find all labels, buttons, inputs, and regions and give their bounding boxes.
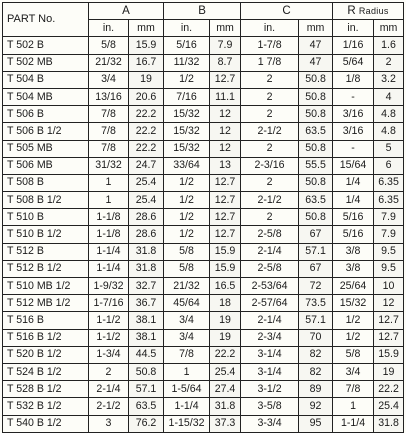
cell-part-number: T 506 MB bbox=[3, 157, 89, 174]
cell-b-mm: 27.4 bbox=[210, 381, 241, 398]
cell-c-in: 3-3/4 bbox=[241, 415, 299, 432]
cell-radius-in: 25/64 bbox=[333, 278, 374, 295]
cell-radius-in: 1/4 bbox=[333, 174, 374, 191]
cell-b-in: 21/32 bbox=[164, 278, 210, 295]
table-row bbox=[3, 346, 404, 363]
cell-c-in: 2 bbox=[241, 106, 299, 123]
cell-a-mm: 22.2 bbox=[129, 140, 164, 157]
cell-b-mm: 12.7 bbox=[210, 71, 241, 88]
cell-radius-mm: 4.8 bbox=[374, 106, 404, 123]
cell-a-mm: 63.5 bbox=[129, 398, 164, 415]
cell-part-number: T 508 B bbox=[3, 174, 89, 191]
cell-b-in: 7/16 bbox=[164, 88, 210, 105]
cell-radius-in: 15/64 bbox=[333, 157, 374, 174]
cell-radius-mm: 19 bbox=[374, 363, 404, 380]
cell-a-in: 5/8 bbox=[89, 37, 129, 54]
cell-b-in: 5/8 bbox=[164, 260, 210, 277]
unit-in-c: in. bbox=[241, 20, 299, 37]
cell-radius-in: - bbox=[333, 140, 374, 157]
cell-c-in: 2 bbox=[241, 88, 299, 105]
cell-a-in: 1-3/4 bbox=[89, 346, 129, 363]
cell-radius-mm: 1.6 bbox=[374, 37, 404, 54]
cell-b-in: 3/4 bbox=[164, 329, 210, 346]
cell-a-in: 1-1/2 bbox=[89, 312, 129, 329]
cell-radius-mm: 9.5 bbox=[374, 243, 404, 260]
cell-a-in: 3 bbox=[89, 415, 129, 432]
cell-c-in: 2 bbox=[241, 174, 299, 191]
cell-a-in: 1-1/4 bbox=[89, 260, 129, 277]
cell-part-number: T 528 B 1/2 bbox=[3, 381, 89, 398]
cell-part-number: T 508 B 1/2 bbox=[3, 192, 89, 209]
cell-a-in: 2-1/4 bbox=[89, 381, 129, 398]
cell-b-in: 1/2 bbox=[164, 71, 210, 88]
cell-part-number: T 504 B bbox=[3, 71, 89, 88]
cell-b-in: 33/64 bbox=[164, 157, 210, 174]
cell-part-number: T 532 B 1/2 bbox=[3, 398, 89, 415]
cell-b-mm: 8.7 bbox=[210, 54, 241, 71]
table-row bbox=[3, 37, 404, 54]
cell-radius-mm: 3.2 bbox=[374, 71, 404, 88]
table-row bbox=[3, 295, 404, 312]
cell-a-mm: 38.1 bbox=[129, 312, 164, 329]
cell-a-mm: 31.8 bbox=[129, 260, 164, 277]
cell-a-mm: 57.1 bbox=[129, 381, 164, 398]
cell-a-in: 13/16 bbox=[89, 88, 129, 105]
cell-c-mm: 82 bbox=[299, 363, 333, 380]
cell-b-mm: 37.3 bbox=[210, 415, 241, 432]
cell-radius-mm: 9.5 bbox=[374, 260, 404, 277]
cell-a-in: 7/8 bbox=[89, 140, 129, 157]
cell-c-in: 3-1/4 bbox=[241, 363, 299, 380]
cell-a-mm: 28.6 bbox=[129, 209, 164, 226]
cell-b-in: 1-5/64 bbox=[164, 381, 210, 398]
table-row bbox=[3, 381, 404, 398]
unit-in-a: in. bbox=[89, 20, 129, 37]
cell-b-in: 1 bbox=[164, 363, 210, 380]
cell-radius-mm: 22.2 bbox=[374, 381, 404, 398]
group-header-b: B bbox=[164, 3, 241, 20]
cell-a-mm: 25.4 bbox=[129, 174, 164, 191]
table-row bbox=[3, 192, 404, 209]
cell-c-in: 2-1/4 bbox=[241, 243, 299, 260]
cell-radius-in: 3/4 bbox=[333, 363, 374, 380]
cell-b-in: 5/8 bbox=[164, 243, 210, 260]
table-row bbox=[3, 243, 404, 260]
unit-mm-radius: mm bbox=[374, 20, 404, 37]
cell-c-mm: 50.8 bbox=[299, 174, 333, 191]
table-row bbox=[3, 71, 404, 88]
unit-in-b: in. bbox=[164, 20, 210, 37]
cell-part-number: T 524 B 1/2 bbox=[3, 363, 89, 380]
cell-c-mm: 47 bbox=[299, 37, 333, 54]
cell-c-mm: 73.5 bbox=[299, 295, 333, 312]
cell-a-in: 1-9/32 bbox=[89, 278, 129, 295]
cell-a-mm: 24.7 bbox=[129, 157, 164, 174]
cell-radius-mm: 25.4 bbox=[374, 398, 404, 415]
cell-radius-in: 5/16 bbox=[333, 226, 374, 243]
cell-radius-in: 1/4 bbox=[333, 192, 374, 209]
cell-radius-in: 7/8 bbox=[333, 381, 374, 398]
cell-a-mm: 20.6 bbox=[129, 88, 164, 105]
cell-a-mm: 76.2 bbox=[129, 415, 164, 432]
cell-a-mm: 28.6 bbox=[129, 226, 164, 243]
cell-a-in: 7/8 bbox=[89, 123, 129, 140]
cell-b-in: 15/32 bbox=[164, 106, 210, 123]
cell-c-in: 2-1/2 bbox=[241, 192, 299, 209]
unit-mm-c: mm bbox=[299, 20, 333, 37]
cell-radius-in: 1/2 bbox=[333, 312, 374, 329]
cell-part-number: T 506 B 1/2 bbox=[3, 123, 89, 140]
cell-b-in: 15/32 bbox=[164, 123, 210, 140]
cell-part-number: T 520 B 1/2 bbox=[3, 346, 89, 363]
cell-b-in: 1-1/4 bbox=[164, 398, 210, 415]
cell-c-in: 3-1/4 bbox=[241, 346, 299, 363]
cell-c-mm: 57.1 bbox=[299, 243, 333, 260]
cell-b-mm: 15.9 bbox=[210, 260, 241, 277]
table-row bbox=[3, 157, 404, 174]
cell-part-number: T 512 MB 1/2 bbox=[3, 295, 89, 312]
cell-radius-mm: 12.7 bbox=[374, 329, 404, 346]
cell-c-in: 3-5/8 bbox=[241, 398, 299, 415]
cell-radius-mm: 31.8 bbox=[374, 415, 404, 432]
cell-b-mm: 12.7 bbox=[210, 174, 241, 191]
unit-mm-b: mm bbox=[210, 20, 241, 37]
cell-radius-in: 5/8 bbox=[333, 346, 374, 363]
cell-c-mm: 82 bbox=[299, 346, 333, 363]
group-header-a: A bbox=[89, 3, 164, 20]
cell-radius-mm: 6 bbox=[374, 157, 404, 174]
table-row bbox=[3, 174, 404, 191]
table-row bbox=[3, 415, 404, 432]
cell-part-number: T 505 MB bbox=[3, 140, 89, 157]
cell-radius-in: 3/8 bbox=[333, 243, 374, 260]
cell-c-mm: 72 bbox=[299, 278, 333, 295]
dimension-table-sheet bbox=[2, 2, 403, 430]
cell-b-in: 1/2 bbox=[164, 174, 210, 191]
cell-c-mm: 50.8 bbox=[299, 88, 333, 105]
table-row bbox=[3, 106, 404, 123]
cell-c-mm: 47 bbox=[299, 54, 333, 71]
cell-radius-mm: 6.35 bbox=[374, 192, 404, 209]
cell-radius-mm: 6.35 bbox=[374, 174, 404, 191]
cell-radius-mm: 7.9 bbox=[374, 209, 404, 226]
cell-c-in: 2 bbox=[241, 140, 299, 157]
cell-radius-mm: 2 bbox=[374, 54, 404, 71]
cell-radius-mm: 12 bbox=[374, 295, 404, 312]
cell-a-mm: 36.7 bbox=[129, 295, 164, 312]
cell-c-in: 2 bbox=[241, 71, 299, 88]
cell-radius-in: 3/16 bbox=[333, 106, 374, 123]
cell-a-in: 1-1/2 bbox=[89, 329, 129, 346]
cell-a-mm: 19 bbox=[129, 71, 164, 88]
cell-b-in: 11/32 bbox=[164, 54, 210, 71]
cell-b-mm: 19 bbox=[210, 329, 241, 346]
cell-c-in: 2-1/2 bbox=[241, 123, 299, 140]
cell-radius-in: 1/16 bbox=[333, 37, 374, 54]
cell-part-number: T 516 B 1/2 bbox=[3, 329, 89, 346]
cell-b-mm: 11.1 bbox=[210, 88, 241, 105]
table-row bbox=[3, 398, 404, 415]
cell-b-mm: 12 bbox=[210, 106, 241, 123]
cell-b-in: 3/4 bbox=[164, 312, 210, 329]
cell-b-in: 15/32 bbox=[164, 140, 210, 157]
cell-part-number: T 502 B bbox=[3, 37, 89, 54]
cell-b-mm: 19 bbox=[210, 312, 241, 329]
cell-a-mm: 25.4 bbox=[129, 192, 164, 209]
cell-radius-in: - bbox=[333, 88, 374, 105]
table-row bbox=[3, 363, 404, 380]
part-number-header: PART No. bbox=[3, 3, 89, 37]
cell-a-mm: 22.2 bbox=[129, 123, 164, 140]
cell-a-in: 1-7/16 bbox=[89, 295, 129, 312]
cell-b-mm: 31.8 bbox=[210, 398, 241, 415]
cell-a-in: 21/32 bbox=[89, 54, 129, 71]
table-row bbox=[3, 278, 404, 295]
cell-radius-in: 3/16 bbox=[333, 123, 374, 140]
group-header-c: C bbox=[241, 3, 333, 20]
cell-a-in: 7/8 bbox=[89, 106, 129, 123]
cell-c-in: 2-57/64 bbox=[241, 295, 299, 312]
cell-part-number: T 504 MB bbox=[3, 88, 89, 105]
cell-c-mm: 50.8 bbox=[299, 140, 333, 157]
cell-b-in: 1/2 bbox=[164, 209, 210, 226]
cell-part-number: T 540 B 1/2 bbox=[3, 415, 89, 432]
cell-a-in: 3/4 bbox=[89, 71, 129, 88]
cell-c-mm: 95 bbox=[299, 415, 333, 432]
cell-b-mm: 15.9 bbox=[210, 243, 241, 260]
table-row bbox=[3, 209, 404, 226]
cell-radius-mm: 10 bbox=[374, 278, 404, 295]
cell-c-in: 2-5/8 bbox=[241, 260, 299, 277]
cell-c-in: 1-7/8 bbox=[241, 37, 299, 54]
cell-part-number: T 512 B bbox=[3, 243, 89, 260]
cell-c-mm: 67 bbox=[299, 226, 333, 243]
unit-mm-a: mm bbox=[129, 20, 164, 37]
cell-b-in: 45/64 bbox=[164, 295, 210, 312]
cell-b-in: 1/2 bbox=[164, 226, 210, 243]
cell-b-mm: 13 bbox=[210, 157, 241, 174]
cell-radius-mm: 4.8 bbox=[374, 123, 404, 140]
cell-b-mm: 22.2 bbox=[210, 346, 241, 363]
table-row bbox=[3, 123, 404, 140]
cell-c-mm: 63.5 bbox=[299, 123, 333, 140]
cell-a-mm: 16.7 bbox=[129, 54, 164, 71]
cell-c-mm: 57.1 bbox=[299, 312, 333, 329]
radius-word: Radius bbox=[358, 5, 389, 16]
cell-c-mm: 92 bbox=[299, 398, 333, 415]
cell-a-mm: 50.8 bbox=[129, 363, 164, 380]
table-row bbox=[3, 88, 404, 105]
cell-radius-mm: 12.7 bbox=[374, 312, 404, 329]
cell-c-mm: 50.8 bbox=[299, 71, 333, 88]
cell-a-in: 2 bbox=[89, 363, 129, 380]
cell-radius-in: 3/8 bbox=[333, 260, 374, 277]
cell-radius-in: 1 bbox=[333, 398, 374, 415]
cell-b-mm: 12 bbox=[210, 140, 241, 157]
cell-b-mm: 18 bbox=[210, 295, 241, 312]
cell-radius-in: 5/64 bbox=[333, 54, 374, 71]
cell-c-in: 3-1/2 bbox=[241, 381, 299, 398]
cell-radius-in: 15/32 bbox=[333, 295, 374, 312]
cell-radius-mm: 7.9 bbox=[374, 226, 404, 243]
cell-a-in: 1-1/4 bbox=[89, 243, 129, 260]
cell-a-mm: 44.5 bbox=[129, 346, 164, 363]
cell-b-in: 7/8 bbox=[164, 346, 210, 363]
cell-b-mm: 12 bbox=[210, 123, 241, 140]
cell-c-mm: 63.5 bbox=[299, 192, 333, 209]
table-body bbox=[3, 37, 404, 432]
cell-radius-in: 1/2 bbox=[333, 329, 374, 346]
cell-b-mm: 12.7 bbox=[210, 209, 241, 226]
radius-letter: R bbox=[347, 4, 356, 17]
cell-c-mm: 89 bbox=[299, 381, 333, 398]
cell-a-mm: 31.8 bbox=[129, 243, 164, 260]
cell-part-number: T 512 B 1/2 bbox=[3, 260, 89, 277]
table-row bbox=[3, 226, 404, 243]
cell-radius-mm: 5 bbox=[374, 140, 404, 157]
cell-c-in: 2 bbox=[241, 209, 299, 226]
table-row bbox=[3, 329, 404, 346]
cell-b-mm: 12.7 bbox=[210, 192, 241, 209]
cell-c-in: 2-53/64 bbox=[241, 278, 299, 295]
cell-c-mm: 55.5 bbox=[299, 157, 333, 174]
cell-part-number: T 510 B 1/2 bbox=[3, 226, 89, 243]
table-row bbox=[3, 312, 404, 329]
cell-part-number: T 510 MB 1/2 bbox=[3, 278, 89, 295]
cell-c-in: 2-3/4 bbox=[241, 329, 299, 346]
table-row bbox=[3, 54, 404, 71]
cell-c-in: 2-5/8 bbox=[241, 226, 299, 243]
cell-c-in: 2-3/16 bbox=[241, 157, 299, 174]
cell-b-mm: 25.4 bbox=[210, 363, 241, 380]
cell-radius-in: 1/8 bbox=[333, 71, 374, 88]
cell-part-number: T 502 MB bbox=[3, 54, 89, 71]
cell-radius-in: 1-1/4 bbox=[333, 415, 374, 432]
cell-a-in: 1 bbox=[89, 174, 129, 191]
cell-b-mm: 16.5 bbox=[210, 278, 241, 295]
cell-b-in: 5/16 bbox=[164, 37, 210, 54]
cell-b-in: 1/2 bbox=[164, 192, 210, 209]
cell-radius-mm: 15.9 bbox=[374, 346, 404, 363]
table-row bbox=[3, 260, 404, 277]
cell-b-mm: 7.9 bbox=[210, 37, 241, 54]
cell-c-mm: 67 bbox=[299, 260, 333, 277]
cell-part-number: T 506 B bbox=[3, 106, 89, 123]
cell-c-mm: 50.8 bbox=[299, 209, 333, 226]
cell-a-mm: 22.2 bbox=[129, 106, 164, 123]
cell-a-in: 2-1/2 bbox=[89, 398, 129, 415]
cell-b-mm: 12.7 bbox=[210, 226, 241, 243]
dimension-table bbox=[2, 2, 404, 433]
group-header-radius bbox=[333, 3, 404, 20]
cell-a-mm: 32.7 bbox=[129, 278, 164, 295]
cell-c-mm: 50.8 bbox=[299, 106, 333, 123]
unit-in-radius: in. bbox=[333, 20, 374, 37]
cell-b-in: 1-15/32 bbox=[164, 415, 210, 432]
cell-c-in: 1 7/8 bbox=[241, 54, 299, 71]
cell-radius-in: 5/16 bbox=[333, 209, 374, 226]
cell-radius-mm: 4 bbox=[374, 88, 404, 105]
cell-part-number: T 510 B bbox=[3, 209, 89, 226]
cell-c-in: 2-1/4 bbox=[241, 312, 299, 329]
cell-part-number: T 516 B bbox=[3, 312, 89, 329]
cell-c-mm: 70 bbox=[299, 329, 333, 346]
cell-a-in: 1-1/8 bbox=[89, 226, 129, 243]
cell-a-in: 1 bbox=[89, 192, 129, 209]
cell-a-in: 1-1/8 bbox=[89, 209, 129, 226]
table-row bbox=[3, 140, 404, 157]
cell-a-mm: 15.9 bbox=[129, 37, 164, 54]
group-header-row bbox=[3, 3, 404, 20]
cell-a-mm: 38.1 bbox=[129, 329, 164, 346]
cell-a-in: 31/32 bbox=[89, 157, 129, 174]
